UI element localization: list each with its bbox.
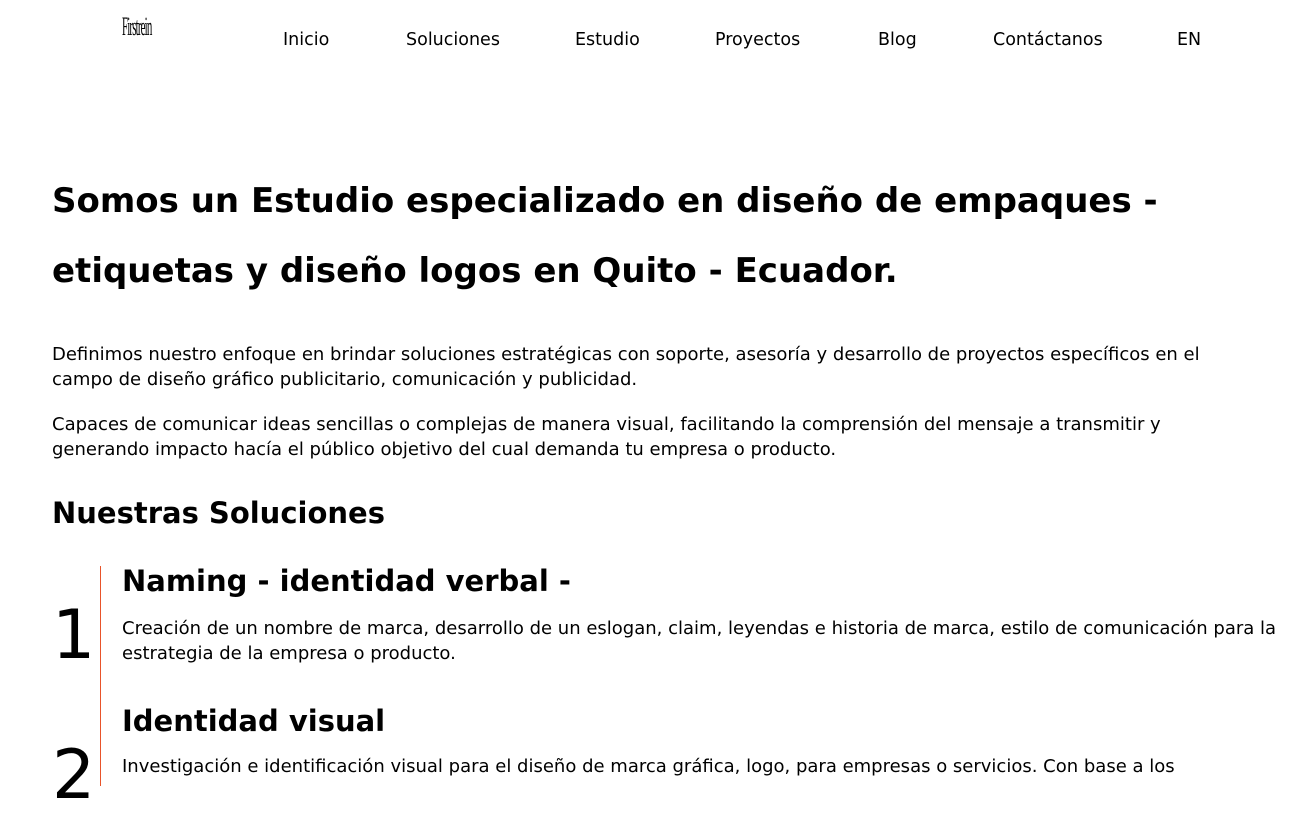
language-switch-en[interactable]: EN: [1177, 30, 1202, 50]
solution-number: 2: [52, 736, 96, 815]
nav-inicio[interactable]: Inicio: [283, 30, 330, 50]
nav-soluciones[interactable]: Soluciones: [406, 30, 500, 50]
solution-divider: [100, 706, 101, 786]
nav-estudio[interactable]: Estudio: [575, 30, 640, 50]
solution-description: Creación de un nombre de marca, desarrollo de un eslogan, claim, leyendas e historia de marca, estilo de comunicación para la estrategia de la empresa o producto.: [122, 618, 1277, 664]
solution-divider: [100, 566, 101, 706]
site-header: [0, 0, 1304, 80]
solution-title: Naming - identidad verbal -: [122, 564, 571, 598]
nav-contactanos[interactable]: Contáctanos: [993, 30, 1103, 50]
solution-title: Identidad visual: [122, 704, 386, 738]
solutions-heading: Nuestras Soluciones: [52, 496, 385, 530]
page-headline: Somos un Estudio especializado en diseño de empaques - etiquetas y diseño logos en Quito - Ecuador.: [52, 181, 1158, 291]
solution-description: Investigación e identificación visual para el diseño de marca gráfica, logo, para empresas o servicios. Con base a los: [122, 756, 1175, 777]
intro-paragraph-1: Definimos nuestro enfoque en brindar soluciones estratégicas con soporte, asesoría y desarrollo de proyectos específicos en el campo de diseño gráfico publicitario, comunicación y publicidad.: [52, 344, 1200, 390]
solution-number: 1: [52, 596, 96, 675]
intro-paragraph-2: Capaces de comunicar ideas sencillas o complejas de manera visual, facilitando la comprensión del mensaje a transmitir y generando impacto hacía el público objetivo del cual demanda tu empresa o producto.: [52, 414, 1161, 460]
logo-text: Firstrein: [122, 12, 152, 41]
main-content: [52, 166, 1304, 815]
nav-proyectos[interactable]: Proyectos: [715, 30, 801, 50]
main-nav: [0, 0, 1304, 80]
nav-blog[interactable]: Blog: [878, 30, 917, 50]
